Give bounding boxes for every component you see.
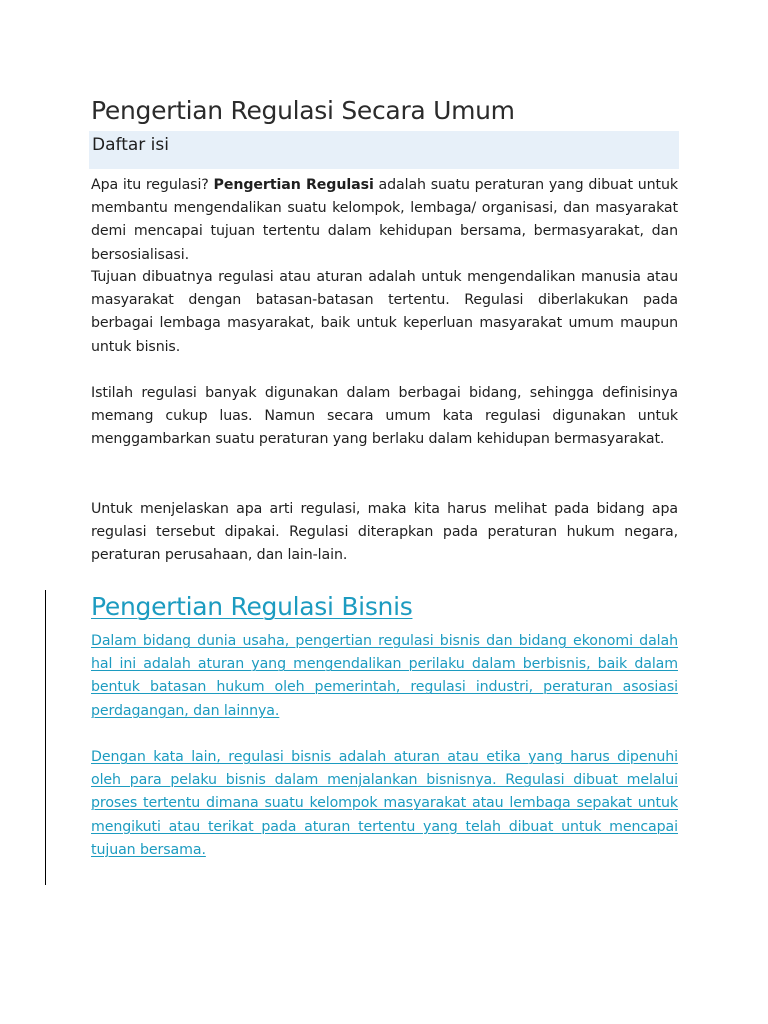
paragraph-istilah: Istilah regulasi banyak digunakan dalam berbagai bidang, sehingga definisinya memang cukup luas. Namun secara umum kata regulasi digunakan untuk menggambarkan suatu peraturan yang berlaku dalam kehidupan bermasyarakat. — [91, 385, 678, 448]
section-heading-bisnis[interactable]: Pengertian Regulasi Bisnis — [91, 592, 413, 621]
intro-paragraph — [91, 174, 678, 267]
paragraph-tujuan: Tujuan dibuatnya regulasi atau aturan adalah untuk mengendalikan manusia atau masyarakat dengan batasan-batasan tertentu. Regulasi diberlakukan pada berbagai lembaga masyarakat, baik untuk keperluan masyarakat umum maupun untuk bisnis. — [91, 269, 678, 355]
toc-label[interactable]: Daftar isi — [92, 135, 169, 155]
table-of-contents[interactable] — [89, 131, 679, 169]
paragraph-untuk: Untuk menjelaskan apa arti regulasi, maka kita harus melihat pada bidang apa regulasi tersebut dipakai. Regulasi diterapkan pada peraturan hukum negara, peraturan perusahaan, dan lain-lain. — [91, 501, 678, 564]
revision-change-bar — [45, 590, 46, 885]
page-title: Pengertian Regulasi Secara Umum — [91, 96, 515, 125]
link-paragraph-bisnis-2[interactable]: Dengan kata lain, regulasi bisnis adalah aturan atau etika yang harus dipenuhi oleh para pelaku bisnis dalam menjalankan bisnisnya. Regulasi dibuat melalui proses tertentu dimana suatu kelompok masyarakat atau lembaga sepakat untuk mengikuti atau terikat pada aturan tertentu yang telah dibuat untuk mencapai tujuan bersama. — [91, 749, 678, 858]
link-paragraph-bisnis-1[interactable]: Dalam bidang dunia usaha, pengertian regulasi bisnis dan bidang ekonomi dalah hal ini adalah aturan yang mengendalikan perilaku dalam berbisnis, baik dalam bentuk batasan hukum oleh pemerintah, regulasi industri, peraturan asosiasi perdagangan, dan lainnya. — [91, 633, 678, 719]
intro-lead: Apa itu regulasi? — [91, 177, 214, 193]
intro-bold-term: Pengertian Regulasi — [213, 177, 374, 193]
intro-rest: adalah suatu peraturan yang dibuat untuk membantu mengendalikan suatu kelompok, lembaga/ organisasi, dan masyarakat demi mencapai tujuan tertentu dalam kehidupan bersama, bermasyarakat, dan bersosialisasi. — [91, 177, 678, 263]
